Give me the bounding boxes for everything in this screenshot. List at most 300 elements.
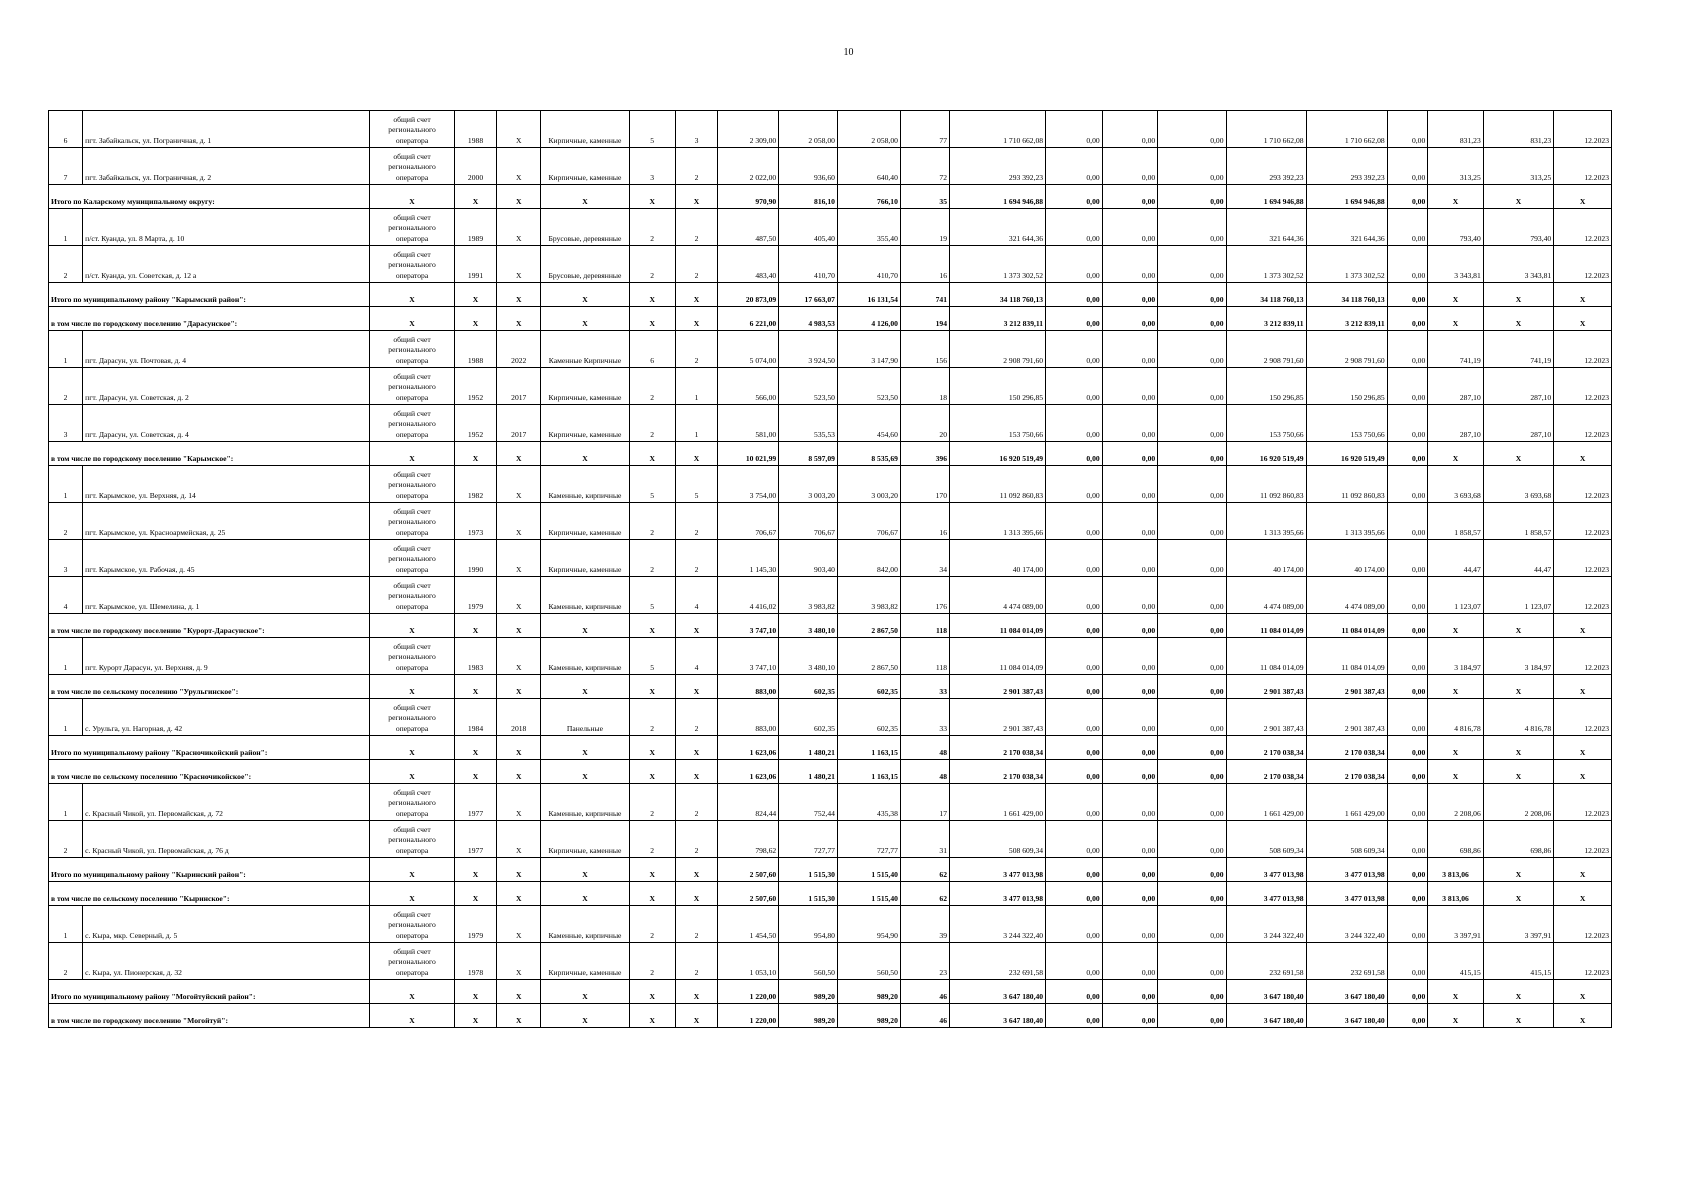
summary-cost-local-budget-cell: 0,00 (1158, 283, 1226, 307)
year-last-repair-cell: 2022 (497, 331, 541, 368)
repair-cost-total-cell: 153 750,66 (950, 405, 1046, 442)
summary-total-area-cell: 3 747,10 (718, 614, 779, 638)
year-built-cell: 1977 (454, 784, 497, 821)
wall-material-cell: Брусовые, деревянные (541, 209, 630, 246)
summary-total-area-cell: 2 507,60 (718, 858, 779, 882)
summary-cost-owners-cell: 3 212 839,11 (1226, 307, 1306, 331)
summary-entrances-cell: Х (675, 882, 718, 906)
cost-federal-fund-cell: 0,00 (1046, 209, 1103, 246)
specific-cost-cell: 741,19 (1428, 331, 1484, 368)
summary-area-premises-cell: 1 515,30 (779, 858, 838, 882)
entrances-cell: 1 (675, 405, 718, 442)
summary-repair-cost-total-cell: 11 084 014,09 (950, 614, 1046, 638)
total-area-cell: 4 416,02 (718, 577, 779, 614)
specific-cost-cell: 1 858,57 (1428, 503, 1484, 540)
summary-planned-completion-cell: Х (1554, 1004, 1612, 1028)
year-last-repair-cell: Х (497, 784, 541, 821)
summary-fund-method-cell: Х (370, 858, 454, 882)
specific-cost-cell: 4 816,78 (1428, 699, 1484, 736)
summary-label: в том числе по сельскому поселению "Красночикойское": (49, 760, 370, 784)
cost-regional-budget-cell: 0,00 (1102, 577, 1158, 614)
planned-completion-cell: 12.2023 (1554, 638, 1612, 675)
summary-planned-completion-cell: Х (1554, 882, 1612, 906)
summary-entrances-cell: Х (675, 1004, 718, 1028)
specific-cost-cell: 287,10 (1428, 368, 1484, 405)
house-row (49, 148, 1612, 185)
cost-other-cell: 0,00 (1387, 111, 1428, 148)
fund-method-cell: общий счет регионального оператора (370, 466, 454, 503)
summary-cost-owners-cell: 1 694 946,88 (1226, 185, 1306, 209)
wall-material-cell: Кирпичные, каменные (541, 405, 630, 442)
summary-row (49, 760, 1612, 784)
summary-entrances-cell: Х (675, 858, 718, 882)
row-number-cell: 2 (49, 368, 83, 405)
year-last-repair-cell: Х (497, 638, 541, 675)
summary-cost-owners-cell: 34 118 760,13 (1226, 283, 1306, 307)
cost-owners-total-cell: 4 474 089,00 (1306, 577, 1387, 614)
summary-planned-completion-cell: Х (1554, 185, 1612, 209)
year-last-repair-cell: Х (497, 577, 541, 614)
summary-cost-owners-total-cell: 3 212 839,11 (1306, 307, 1387, 331)
summary-cost-owners-total-cell: 3 647 180,40 (1306, 980, 1387, 1004)
row-number-cell: 1 (49, 699, 83, 736)
area-premises-cell: 560,50 (779, 943, 838, 980)
summary-year-last-repair-cell: Х (497, 1004, 541, 1028)
summary-cost-other-cell: 0,00 (1387, 185, 1428, 209)
specific-cost-cell: 3 693,68 (1428, 466, 1484, 503)
summary-planned-completion-cell: Х (1554, 442, 1612, 466)
summary-entrances-cell: Х (675, 307, 718, 331)
address-cell: с. Урульга, ул. Нагорная, д. 42 (83, 699, 370, 736)
max-specific-cost-cell: 793,40 (1483, 209, 1553, 246)
summary-area-premises-cell: 17 663,07 (779, 283, 838, 307)
entrances-cell: 1 (675, 368, 718, 405)
area-premises-cell: 727,77 (779, 821, 838, 858)
summary-repair-cost-total-cell: 3 477 013,98 (950, 882, 1046, 906)
max-specific-cost-cell: 3 693,68 (1483, 466, 1553, 503)
summary-fund-method-cell: Х (370, 307, 454, 331)
summary-year-built-cell: Х (454, 882, 497, 906)
cost-owners-total-cell: 153 750,66 (1306, 405, 1387, 442)
year-built-cell: 1979 (454, 577, 497, 614)
repair-cost-total-cell: 4 474 089,00 (950, 577, 1046, 614)
specific-cost-cell: 3 397,91 (1428, 906, 1484, 943)
summary-total-area-cell: 6 221,00 (718, 307, 779, 331)
repair-cost-total-cell: 293 392,23 (950, 148, 1046, 185)
summary-residents-cell: 48 (900, 760, 949, 784)
summary-residents-cell: 62 (900, 858, 949, 882)
cost-regional-budget-cell: 0,00 (1102, 405, 1158, 442)
year-last-repair-cell: Х (497, 148, 541, 185)
year-built-cell: 1952 (454, 368, 497, 405)
summary-cost-local-budget-cell: 0,00 (1158, 307, 1226, 331)
area-premises-cell: 954,80 (779, 906, 838, 943)
house-row (49, 699, 1612, 736)
planned-completion-cell: 12.2023 (1554, 368, 1612, 405)
summary-specific-cost-cell: 3 813,06 (1428, 858, 1484, 882)
summary-year-built-cell: Х (454, 675, 497, 699)
cost-local-budget-cell: 0,00 (1158, 638, 1226, 675)
summary-area-premises-cell: 989,20 (779, 1004, 838, 1028)
cost-owners-cell: 232 691,58 (1226, 943, 1306, 980)
summary-max-specific-cost-cell: Х (1483, 858, 1553, 882)
cost-owners-total-cell: 2 901 387,43 (1306, 699, 1387, 736)
max-specific-cost-cell: 1 123,07 (1483, 577, 1553, 614)
cost-owners-cell: 1 313 395,66 (1226, 503, 1306, 540)
summary-max-specific-cost-cell: Х (1483, 283, 1553, 307)
year-built-cell: 1991 (454, 246, 497, 283)
area-residential-cell: 954,90 (837, 906, 900, 943)
specific-cost-cell: 287,10 (1428, 405, 1484, 442)
summary-label: в том числе по городскому поселению "Курорт-Дарасунское": (49, 614, 370, 638)
summary-year-built-cell: Х (454, 858, 497, 882)
summary-cost-regional-budget-cell: 0,00 (1102, 675, 1158, 699)
entrances-cell: 4 (675, 577, 718, 614)
summary-planned-completion-cell: Х (1554, 307, 1612, 331)
summary-entrances-cell: Х (675, 185, 718, 209)
summary-year-last-repair-cell: Х (497, 614, 541, 638)
summary-total-area-cell: 1 623,06 (718, 760, 779, 784)
summary-specific-cost-cell: Х (1428, 1004, 1484, 1028)
summary-wall-material-cell: Х (541, 185, 630, 209)
summary-max-specific-cost-cell: Х (1483, 760, 1553, 784)
row-number-cell: 4 (49, 577, 83, 614)
floors-cell: 2 (629, 699, 675, 736)
cost-federal-fund-cell: 0,00 (1046, 246, 1103, 283)
summary-floors-cell: Х (629, 675, 675, 699)
summary-cost-federal-fund-cell: 0,00 (1046, 980, 1103, 1004)
area-premises-cell: 903,40 (779, 540, 838, 577)
summary-area-residential-cell: 766,10 (837, 185, 900, 209)
summary-repair-cost-total-cell: 2 170 038,34 (950, 760, 1046, 784)
year-built-cell: 1973 (454, 503, 497, 540)
cost-other-cell: 0,00 (1387, 246, 1428, 283)
address-cell: пгт. Дарасун, ул. Советская, д. 4 (83, 405, 370, 442)
summary-max-specific-cost-cell: Х (1483, 1004, 1553, 1028)
summary-year-built-cell: Х (454, 736, 497, 760)
floors-cell: 2 (629, 943, 675, 980)
summary-residents-cell: 194 (900, 307, 949, 331)
summary-fund-method-cell: Х (370, 760, 454, 784)
total-area-cell: 5 074,00 (718, 331, 779, 368)
summary-area-residential-cell: 1 163,15 (837, 760, 900, 784)
summary-cost-owners-total-cell: 11 084 014,09 (1306, 614, 1387, 638)
summary-residents-cell: 741 (900, 283, 949, 307)
max-specific-cost-cell: 3 397,91 (1483, 906, 1553, 943)
entrances-cell: 2 (675, 943, 718, 980)
fund-method-cell: общий счет регионального оператора (370, 331, 454, 368)
summary-residents-cell: 35 (900, 185, 949, 209)
summary-planned-completion-cell: Х (1554, 736, 1612, 760)
fund-method-cell: общий счет регионального оператора (370, 148, 454, 185)
summary-cost-other-cell: 0,00 (1387, 1004, 1428, 1028)
summary-cost-regional-budget-cell: 0,00 (1102, 283, 1158, 307)
cost-owners-total-cell: 11 092 860,83 (1306, 466, 1387, 503)
entrances-cell: 2 (675, 209, 718, 246)
summary-cost-local-budget-cell: 0,00 (1158, 980, 1226, 1004)
summary-cost-regional-budget-cell: 0,00 (1102, 185, 1158, 209)
address-cell: пгт. Дарасун, ул. Советская, д. 2 (83, 368, 370, 405)
repair-cost-total-cell: 1 313 395,66 (950, 503, 1046, 540)
wall-material-cell: Панельные (541, 699, 630, 736)
residents-cell: 34 (900, 540, 949, 577)
specific-cost-cell: 415,15 (1428, 943, 1484, 980)
max-specific-cost-cell: 3 343,81 (1483, 246, 1553, 283)
cost-federal-fund-cell: 0,00 (1046, 466, 1103, 503)
cost-owners-cell: 321 644,36 (1226, 209, 1306, 246)
address-cell: с. Красный Чикой, ул. Первомайская, д. 72 (83, 784, 370, 821)
cost-owners-total-cell: 1 710 662,08 (1306, 111, 1387, 148)
register-table-body (49, 111, 1612, 1028)
cost-owners-total-cell: 40 174,00 (1306, 540, 1387, 577)
summary-cost-federal-fund-cell: 0,00 (1046, 283, 1103, 307)
specific-cost-cell: 2 208,06 (1428, 784, 1484, 821)
cost-other-cell: 0,00 (1387, 784, 1428, 821)
wall-material-cell: Каменные, кирпичные (541, 466, 630, 503)
summary-floors-cell: Х (629, 1004, 675, 1028)
cost-regional-budget-cell: 0,00 (1102, 368, 1158, 405)
floors-cell: 2 (629, 246, 675, 283)
summary-year-last-repair-cell: Х (497, 307, 541, 331)
summary-fund-method-cell: Х (370, 675, 454, 699)
summary-cost-local-budget-cell: 0,00 (1158, 882, 1226, 906)
year-built-cell: 1952 (454, 405, 497, 442)
house-row (49, 577, 1612, 614)
summary-year-built-cell: Х (454, 185, 497, 209)
summary-cost-other-cell: 0,00 (1387, 760, 1428, 784)
year-built-cell: 2000 (454, 148, 497, 185)
cost-other-cell: 0,00 (1387, 821, 1428, 858)
summary-area-premises-cell: 1 480,21 (779, 760, 838, 784)
summary-cost-other-cell: 0,00 (1387, 442, 1428, 466)
house-row (49, 368, 1612, 405)
max-specific-cost-cell: 3 184,97 (1483, 638, 1553, 675)
max-specific-cost-cell: 415,15 (1483, 943, 1553, 980)
row-number-cell: 3 (49, 540, 83, 577)
summary-floors-cell: Х (629, 614, 675, 638)
row-number-cell: 1 (49, 784, 83, 821)
cost-other-cell: 0,00 (1387, 148, 1428, 185)
summary-wall-material-cell: Х (541, 675, 630, 699)
entrances-cell: 2 (675, 906, 718, 943)
residents-cell: 16 (900, 246, 949, 283)
row-number-cell: 1 (49, 209, 83, 246)
summary-area-premises-cell: 8 597,09 (779, 442, 838, 466)
specific-cost-cell: 793,40 (1428, 209, 1484, 246)
area-premises-cell: 3 983,82 (779, 577, 838, 614)
residents-cell: 176 (900, 577, 949, 614)
row-number-cell: 1 (49, 331, 83, 368)
wall-material-cell: Каменные, кирпичные (541, 638, 630, 675)
fund-method-cell: общий счет регионального оператора (370, 368, 454, 405)
summary-cost-regional-budget-cell: 0,00 (1102, 882, 1158, 906)
specific-cost-cell: 313,25 (1428, 148, 1484, 185)
fund-method-cell: общий счет регионального оператора (370, 503, 454, 540)
summary-entrances-cell: Х (675, 442, 718, 466)
residents-cell: 23 (900, 943, 949, 980)
residents-cell: 16 (900, 503, 949, 540)
summary-max-specific-cost-cell: Х (1483, 307, 1553, 331)
summary-max-specific-cost-cell: Х (1483, 980, 1553, 1004)
summary-entrances-cell: Х (675, 283, 718, 307)
summary-repair-cost-total-cell: 1 694 946,88 (950, 185, 1046, 209)
planned-completion-cell: 12.2023 (1554, 148, 1612, 185)
house-row (49, 906, 1612, 943)
summary-cost-owners-total-cell: 3 477 013,98 (1306, 858, 1387, 882)
summary-area-premises-cell: 602,35 (779, 675, 838, 699)
summary-repair-cost-total-cell: 2 170 038,34 (950, 736, 1046, 760)
summary-area-premises-cell: 1 480,21 (779, 736, 838, 760)
max-specific-cost-cell: 831,23 (1483, 111, 1553, 148)
summary-cost-other-cell: 0,00 (1387, 980, 1428, 1004)
summary-specific-cost-cell: Х (1428, 307, 1484, 331)
summary-wall-material-cell: Х (541, 307, 630, 331)
fund-method-cell: общий счет регионального оператора (370, 784, 454, 821)
repair-cost-total-cell: 1 661 429,00 (950, 784, 1046, 821)
summary-residents-cell: 118 (900, 614, 949, 638)
planned-completion-cell: 12.2023 (1554, 405, 1612, 442)
cost-regional-budget-cell: 0,00 (1102, 148, 1158, 185)
summary-area-residential-cell: 1 515,40 (837, 858, 900, 882)
summary-floors-cell: Х (629, 736, 675, 760)
summary-cost-owners-total-cell: 2 170 038,34 (1306, 760, 1387, 784)
summary-wall-material-cell: Х (541, 858, 630, 882)
specific-cost-cell: 3 343,81 (1428, 246, 1484, 283)
entrances-cell: 2 (675, 503, 718, 540)
entrances-cell: 5 (675, 466, 718, 503)
summary-max-specific-cost-cell: Х (1483, 614, 1553, 638)
cost-federal-fund-cell: 0,00 (1046, 577, 1103, 614)
wall-material-cell: Каменные, кирпичные (541, 577, 630, 614)
address-cell: пгт. Дарасун, ул. Почтовая, д. 4 (83, 331, 370, 368)
summary-entrances-cell: Х (675, 980, 718, 1004)
summary-area-residential-cell: 989,20 (837, 980, 900, 1004)
summary-cost-owners-cell: 3 647 180,40 (1226, 1004, 1306, 1028)
summary-floors-cell: Х (629, 307, 675, 331)
summary-repair-cost-total-cell: 3 477 013,98 (950, 858, 1046, 882)
address-cell: п/ст. Куанда, ул. Советская, д. 12 а (83, 246, 370, 283)
summary-area-residential-cell: 4 126,00 (837, 307, 900, 331)
cost-federal-fund-cell: 0,00 (1046, 503, 1103, 540)
fund-method-cell: общий счет регионального оператора (370, 638, 454, 675)
summary-cost-owners-cell: 2 901 387,43 (1226, 675, 1306, 699)
repair-cost-total-cell: 508 609,34 (950, 821, 1046, 858)
area-residential-cell: 3 003,20 (837, 466, 900, 503)
entrances-cell: 2 (675, 246, 718, 283)
planned-completion-cell: 12.2023 (1554, 246, 1612, 283)
summary-cost-owners-total-cell: 2 901 387,43 (1306, 675, 1387, 699)
area-residential-cell: 842,00 (837, 540, 900, 577)
summary-cost-other-cell: 0,00 (1387, 858, 1428, 882)
total-area-cell: 3 747,10 (718, 638, 779, 675)
cost-owners-total-cell: 11 084 014,09 (1306, 638, 1387, 675)
summary-cost-owners-cell: 3 477 013,98 (1226, 882, 1306, 906)
wall-material-cell: Каменные, кирпичные (541, 784, 630, 821)
cost-other-cell: 0,00 (1387, 503, 1428, 540)
planned-completion-cell: 12.2023 (1554, 209, 1612, 246)
cost-federal-fund-cell: 0,00 (1046, 784, 1103, 821)
summary-cost-other-cell: 0,00 (1387, 882, 1428, 906)
residents-cell: 19 (900, 209, 949, 246)
summary-cost-regional-budget-cell: 0,00 (1102, 736, 1158, 760)
repair-cost-total-cell: 232 691,58 (950, 943, 1046, 980)
summary-area-residential-cell: 1 515,40 (837, 882, 900, 906)
year-built-cell: 1983 (454, 638, 497, 675)
summary-total-area-cell: 970,90 (718, 185, 779, 209)
summary-cost-local-budget-cell: 0,00 (1158, 614, 1226, 638)
residents-cell: 20 (900, 405, 949, 442)
cost-owners-total-cell: 293 392,23 (1306, 148, 1387, 185)
summary-wall-material-cell: Х (541, 882, 630, 906)
row-number-cell: 2 (49, 821, 83, 858)
summary-cost-federal-fund-cell: 0,00 (1046, 858, 1103, 882)
year-last-repair-cell: Х (497, 540, 541, 577)
summary-year-last-repair-cell: Х (497, 185, 541, 209)
area-premises-cell: 3 480,10 (779, 638, 838, 675)
year-built-cell: 1990 (454, 540, 497, 577)
summary-area-residential-cell: 16 131,54 (837, 283, 900, 307)
area-residential-cell: 727,77 (837, 821, 900, 858)
specific-cost-cell: 3 184,97 (1428, 638, 1484, 675)
residents-cell: 31 (900, 821, 949, 858)
wall-material-cell: Брусовые, деревянные (541, 246, 630, 283)
wall-material-cell: Кирпичные, каменные (541, 503, 630, 540)
summary-wall-material-cell: Х (541, 614, 630, 638)
floors-cell: 2 (629, 503, 675, 540)
cost-federal-fund-cell: 0,00 (1046, 111, 1103, 148)
fund-method-cell: общий счет регионального оператора (370, 246, 454, 283)
area-residential-cell: 523,50 (837, 368, 900, 405)
wall-material-cell: Кирпичные, каменные (541, 111, 630, 148)
summary-repair-cost-total-cell: 3 212 839,11 (950, 307, 1046, 331)
summary-area-residential-cell: 2 867,50 (837, 614, 900, 638)
summary-year-built-cell: Х (454, 760, 497, 784)
floors-cell: 2 (629, 368, 675, 405)
repair-cost-total-cell: 1 373 302,52 (950, 246, 1046, 283)
floors-cell: 2 (629, 906, 675, 943)
summary-row (49, 675, 1612, 699)
summary-row (49, 283, 1612, 307)
area-premises-cell: 410,70 (779, 246, 838, 283)
house-row (49, 246, 1612, 283)
fund-method-cell: общий счет регионального оператора (370, 405, 454, 442)
area-residential-cell: 602,35 (837, 699, 900, 736)
summary-specific-cost-cell: Х (1428, 283, 1484, 307)
summary-planned-completion-cell: Х (1554, 858, 1612, 882)
year-last-repair-cell: 2017 (497, 405, 541, 442)
summary-area-residential-cell: 989,20 (837, 1004, 900, 1028)
summary-year-last-repair-cell: Х (497, 882, 541, 906)
area-premises-cell: 405,40 (779, 209, 838, 246)
planned-completion-cell: 12.2023 (1554, 540, 1612, 577)
summary-row (49, 882, 1612, 906)
summary-cost-owners-cell: 16 920 519,49 (1226, 442, 1306, 466)
residents-cell: 72 (900, 148, 949, 185)
floors-cell: 2 (629, 540, 675, 577)
cost-federal-fund-cell: 0,00 (1046, 331, 1103, 368)
year-built-cell: 1988 (454, 111, 497, 148)
residents-cell: 39 (900, 906, 949, 943)
year-last-repair-cell: Х (497, 246, 541, 283)
house-row (49, 943, 1612, 980)
total-area-cell: 581,00 (718, 405, 779, 442)
summary-planned-completion-cell: Х (1554, 675, 1612, 699)
cost-owners-total-cell: 321 644,36 (1306, 209, 1387, 246)
row-number-cell: 2 (49, 246, 83, 283)
house-row (49, 540, 1612, 577)
summary-row (49, 614, 1612, 638)
specific-cost-cell: 44,47 (1428, 540, 1484, 577)
